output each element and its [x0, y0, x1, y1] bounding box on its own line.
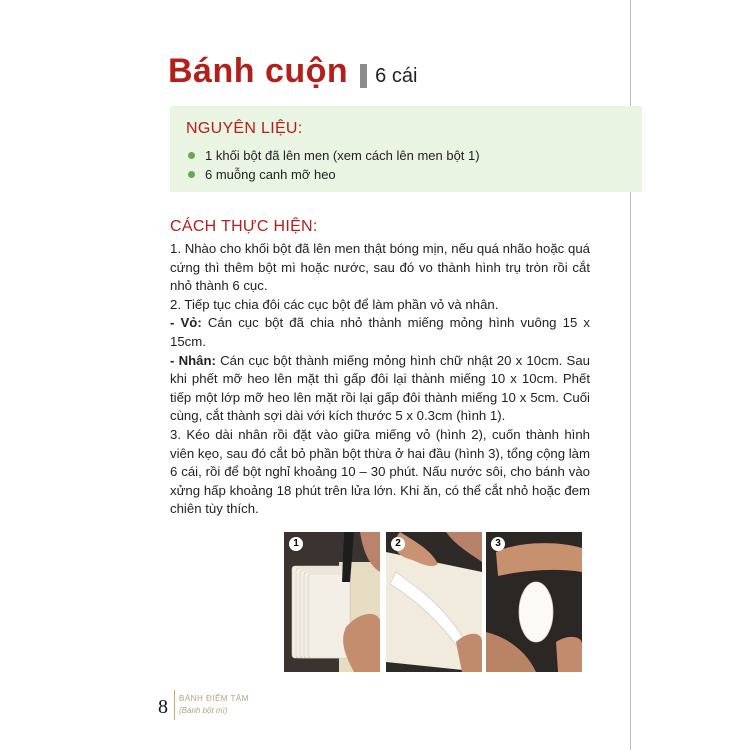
footer-book-title: BÁNH ĐIỂM TÂM [179, 694, 249, 703]
step-3: 3. Kéo dài nhân rồi đặt vào giữa miếng vỏ (hình 2), cuốn thành hình viên kẹo, sau đó cắt bỏ phần bột thừa ở hai đầu (hình 3), tổng cộng làm 6 cái, rồi để bột nghỉ khoảng 10 – 30 phút. Nấu nước sôi, cho bánh vào xửng hấp khoảng 18 phút trên lửa lớn. Khi ăn, có thể cắt nhỏ hoặc đem chiên tùy thích. [170, 426, 590, 517]
footer-divider [174, 690, 175, 720]
photo-number-badge: 1 [289, 537, 303, 551]
photo-number-badge: 3 [491, 537, 505, 551]
ingredient-item [188, 146, 480, 165]
ingredient-text: 1 khối bột đã lên men (xem cách lên men bột 1) [205, 148, 480, 163]
footer-book-subtitle: (Bánh bột mì) [179, 706, 228, 715]
recipe-title: Bánh cuộn [168, 52, 349, 90]
step-nhan-label: - Nhân: [170, 352, 216, 368]
ingredients-list [188, 146, 480, 184]
title-divider-bar [360, 64, 367, 88]
photo-step-1 [284, 532, 380, 672]
step-1: 1. Nhào cho khối bột đã lên men thật bóng mịn, nếu quá nhão hoặc quá cứng thì thêm bột mì hoặc nước, sau đó vo thành hình trụ tròn rồi cắt nhỏ thành 6 cục. [170, 241, 590, 294]
step-2: 2. Tiếp tục chia đôi các cục bột để làm phần vỏ và nhân. [170, 296, 499, 312]
step-vo-label: - Vỏ: [170, 315, 202, 331]
ingredients-panel [170, 106, 642, 192]
photo-2-illustration [386, 532, 482, 672]
step-nhan [170, 352, 590, 426]
recipe-title-block [168, 52, 417, 91]
bullet-icon [188, 171, 195, 178]
photo-number-badge: 2 [391, 537, 405, 551]
photo-step-3 [486, 532, 582, 672]
step-vo [170, 314, 590, 351]
ingredient-item [188, 165, 480, 184]
photo-step-2 [386, 532, 482, 672]
page-number: 8 [158, 696, 168, 718]
bullet-icon [188, 152, 195, 159]
step-vo-text: Cán cục bột đã chia nhỏ thành miếng mỏng hình vuông 15 x 15cm. [170, 315, 590, 349]
ingredient-text: 6 muỗng canh mỡ heo [205, 167, 336, 182]
method-heading: CÁCH THỰC HIỆN: [170, 218, 318, 235]
ingredients-heading: NGUYÊN LIỆU: [186, 120, 303, 137]
recipe-yield: 6 cái [375, 65, 418, 87]
photo-1-illustration [284, 532, 380, 672]
photo-3-illustration [486, 532, 582, 672]
step-nhan-text: Cán cục bột thành miếng mỏng hình chữ nhật 20 x 10cm. Sau khi phết mỡ heo lên mặt thì gấp đôi lại thành miếng 10 x 10cm. Phết tiếp một lớp mỡ heo lên mặt rồi lại gấp đôi thành miếng 10 x 5cm. Cuối cùng, cắt thành sợi dài với kích thước 5 x 0.3cm (hình 1). [170, 352, 590, 424]
method-steps [170, 240, 590, 519]
